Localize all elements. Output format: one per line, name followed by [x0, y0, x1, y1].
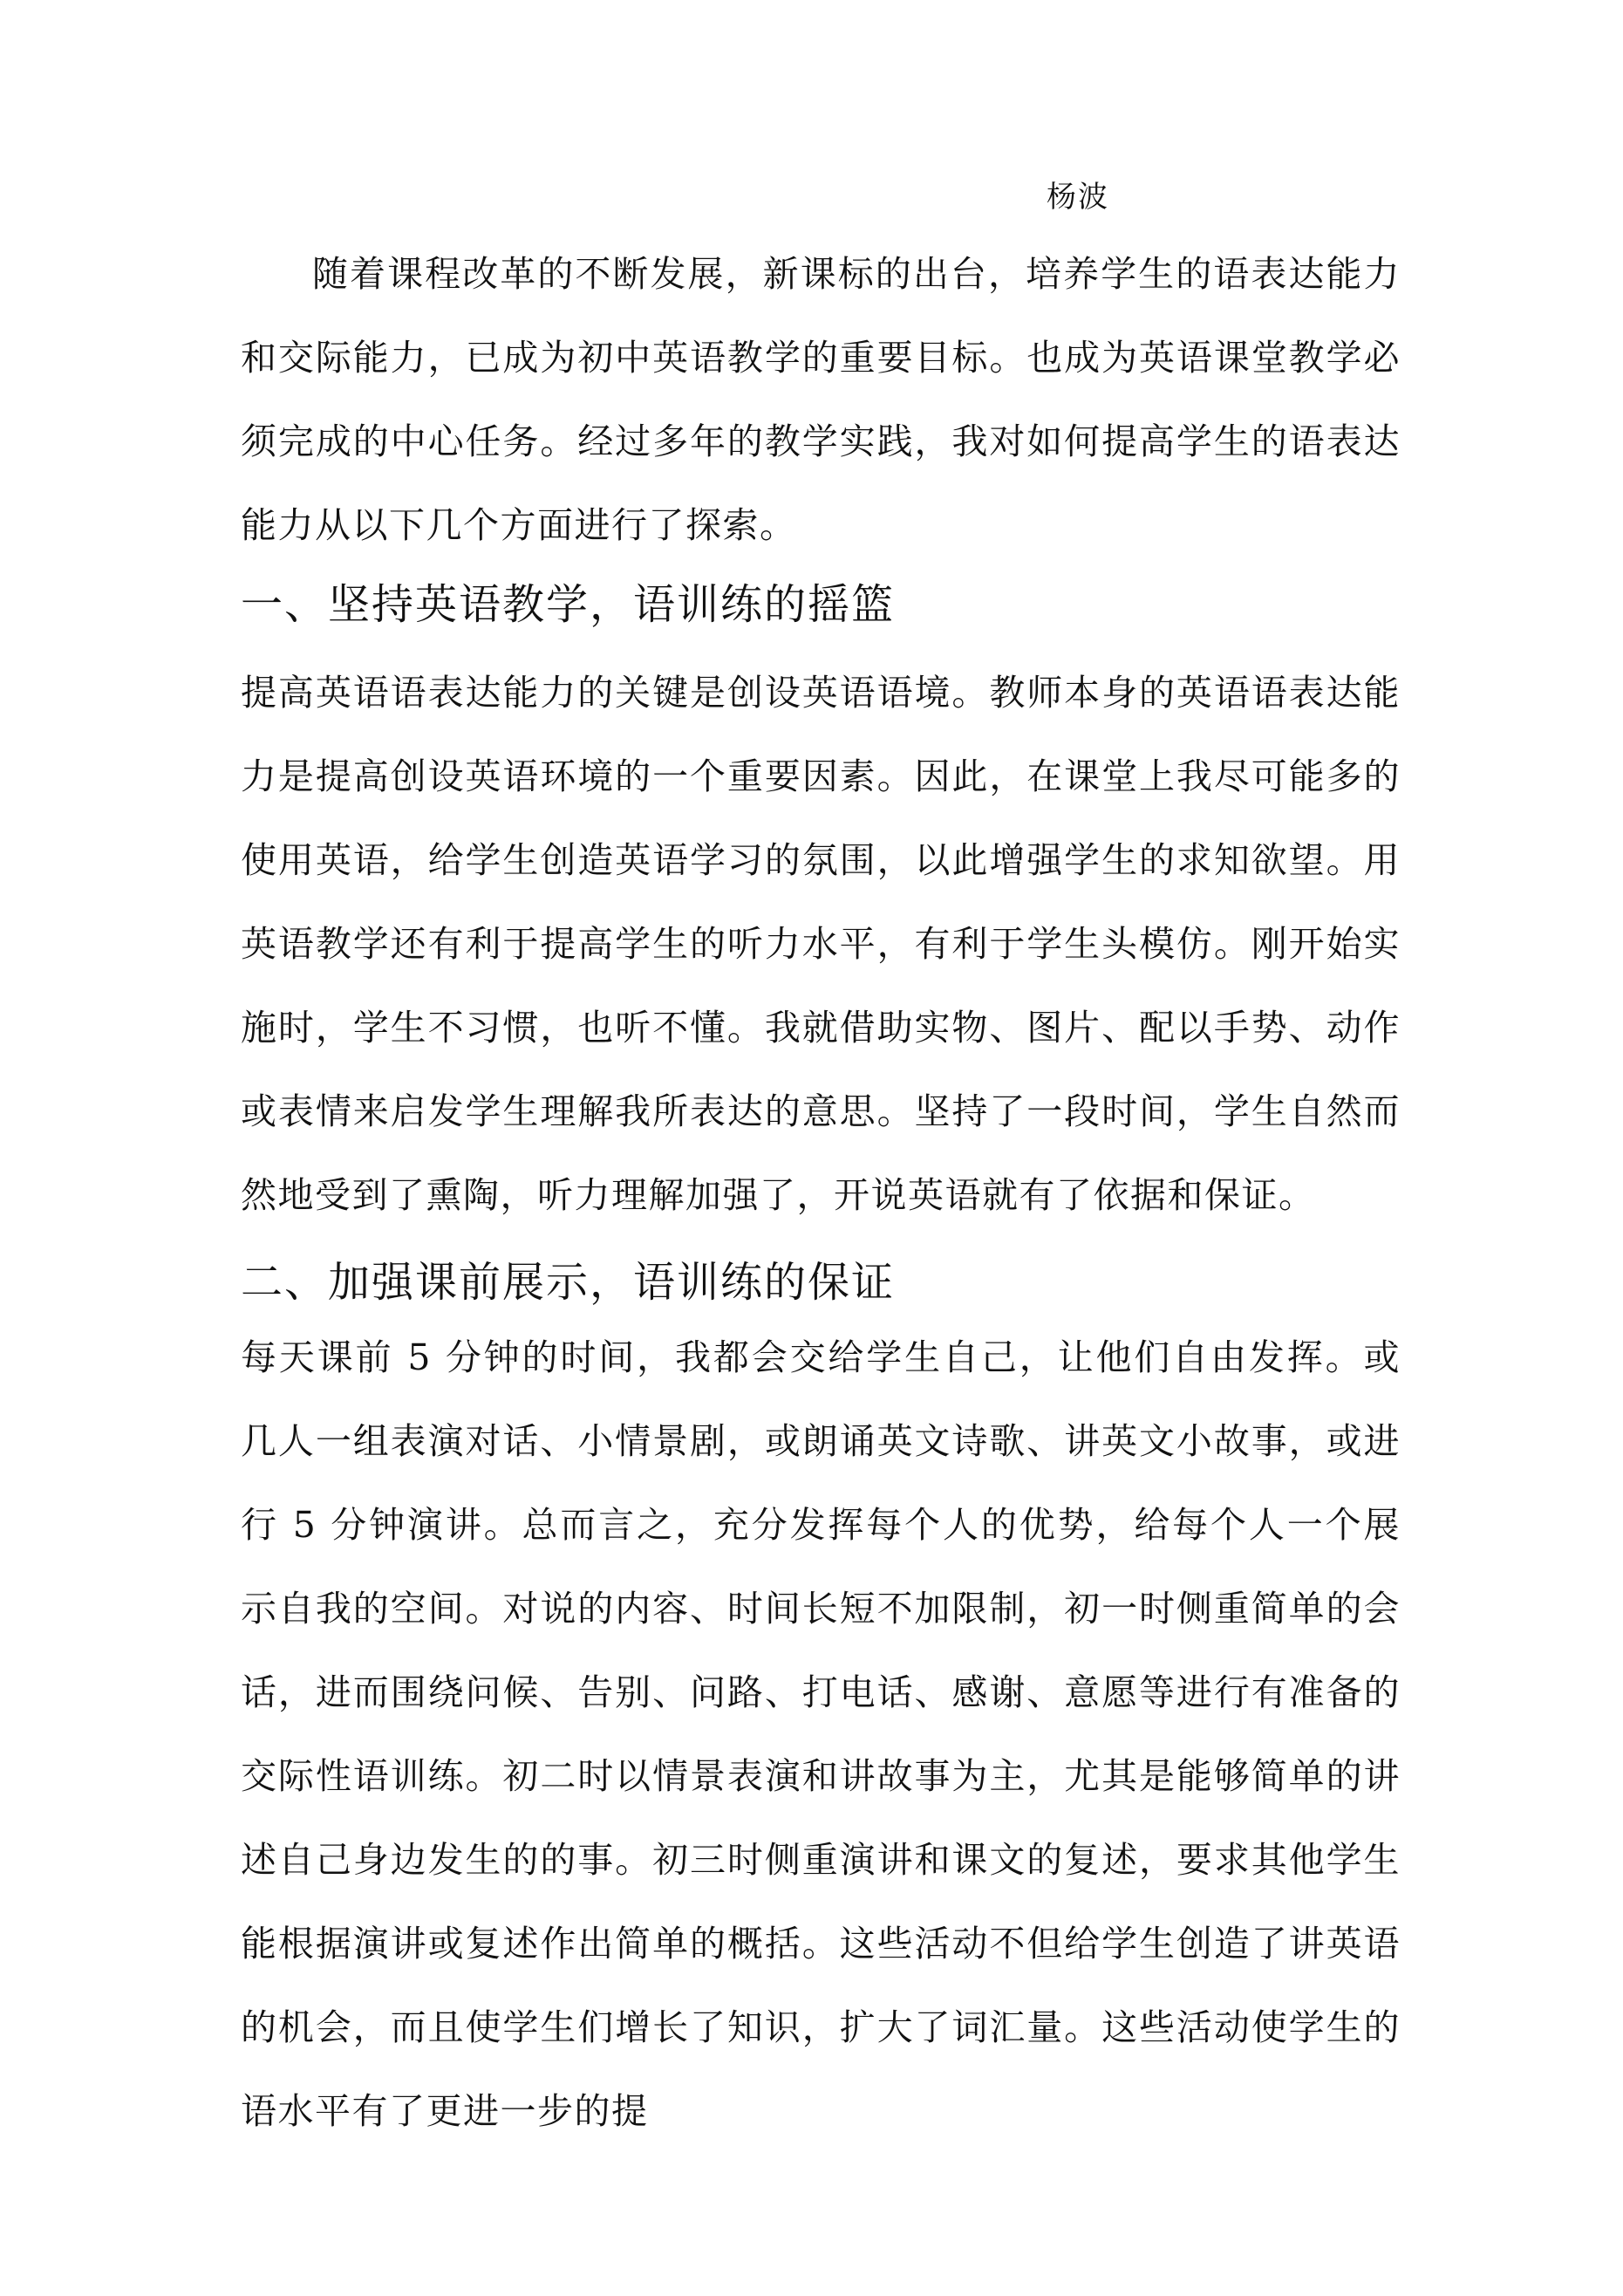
intro-paragraph: 随着课程改革的不断发展，新课标的出台，培养学生的语表达能力和交际能力，已成为初中英语教学的重要目标。也成为英语课堂教学必须完成的中心任务。经过多年的教学实践，我对如何提高学生的语表达能力从以下几个方面进行了探索。	[241, 253, 1401, 546]
section-heading-1: 一、坚持英语教学，语训练的摇篮	[241, 580, 896, 629]
author-name: 杨波	[1047, 180, 1109, 215]
section-body-1: 提高英语语表达能力的关键是创设英语语境。教师本身的英语语表达能力是提高创设英语环境的一个重要因素。因此，在课堂上我尽可能多的使用英语，给学生创造英语学习的氛围，以此增强学生的求知欲望。用英语教学还有利于提高学生的听力水平，有利于学生头模仿。刚开始实施时，学生不习惯，也听不懂。我就借助实物、图片、配以手势、动作或表情来启发学生理解我所表达的意思。坚持了一段时间，学生自然而然地受到了熏陶，听力理解加强了，开说英语就有了依据和保证。	[241, 672, 1401, 1216]
section-body-2: 每天课前 5 分钟的时间，我都会交给学生自己，让他们自由发挥。或几人一组表演对话、小情景剧，或朗诵英文诗歌、讲英文小故事，或进行 5 分钟演讲。总而言之，充分发挥每个人的优势，给每个人一个展示自我的空间。对说的内容、时间长短不加限制，初一时侧重简单的会话，进而围绕问候、告别、问路、打电话、感谢、意愿等进行有准备的交际性语训练。初二时以情景表演和讲故事为主，尤其是能够简单的讲述自己身边发生的的事。初三时侧重演讲和课文的复述，要求其他学生能根据演讲或复述作出简单的概括。这些活动不但给学生创造了讲英语的机会，而且使学生们增长了知识，扩大了词汇量。这些活动使学生的语水平有了更进一步的提	[241, 1336, 1401, 2132]
section-heading-2: 二、加强课前展示，语训练的保证	[241, 1258, 896, 1307]
